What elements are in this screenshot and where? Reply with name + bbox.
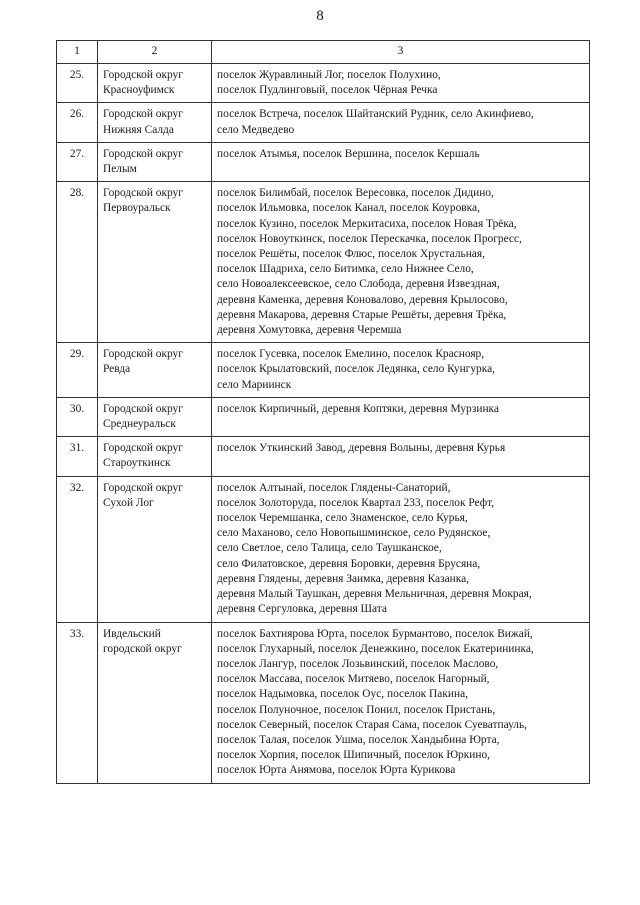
column-header-1: 1 <box>57 41 98 64</box>
settlements-list: поселок Атымья, поселок Вершина, поселок Кершаль <box>212 142 590 181</box>
table-row <box>57 103 590 142</box>
settlements-list: поселок Встреча, поселок Шайтанский Рудник, село Акинфиево, село Медведево <box>212 103 590 142</box>
row-number: 31. <box>57 437 98 476</box>
column-header-2: 2 <box>98 41 212 64</box>
okrug-name: Городской округ Нижняя Салда <box>98 103 212 142</box>
okrug-name: Городской округ Среднеуральск <box>98 397 212 436</box>
row-number: 29. <box>57 343 98 398</box>
settlements-list: поселок Бахтиярова Юрта, поселок Бурмантово, поселок Вижай, поселок Глухарный, поселок Денежкино, поселок Екатерининка, поселок Лангур, поселок Лозьвинский, поселок Маслово, поселок Массава, поселок Митяево, поселок Нагорный, поселок Надымовка, поселок Оус, поселок Пакина, поселок Полуночное, поселок Понил, поселок Пристань, поселок Северный, поселок Старая Сама, поселок Суеватпауль, поселок Талая, поселок Ушма, поселок Хандыбина Юрта, поселок Хорпия, поселок Шипичный, поселок Юркино, поселок Юрта Анямова, поселок Юрта Курикова <box>212 622 590 783</box>
row-number: 26. <box>57 103 98 142</box>
okrug-name: Городской округ Староуткинск <box>98 437 212 476</box>
row-number: 30. <box>57 397 98 436</box>
page-number: 8 <box>316 8 324 24</box>
row-number: 27. <box>57 142 98 181</box>
table-row <box>57 64 590 103</box>
row-number: 33. <box>57 622 98 783</box>
row-number: 28. <box>57 182 98 343</box>
table-row <box>57 142 590 181</box>
table-row <box>57 476 590 622</box>
okrug-name: Городской округ Ревда <box>98 343 212 398</box>
okrug-name: Городской округ Первоуральск <box>98 182 212 343</box>
table-header-row <box>57 41 590 64</box>
settlements-list: поселок Алтынай, поселок Глядены-Санаторий, поселок Золоторуда, поселок Квартал 233, поселок Рефт, поселок Черемшанка, село Знаменское, село Курья, село Маханово, село Новопышминское, село Рудянское, село Светлое, село Талица, село Таушканское, село Филатовское, деревня Боровки, деревня Брусяна, деревня Глядены, деревня Заимка, деревня Казанка, деревня Малый Таушкан, деревня Мельничная, деревня Мокрая, деревня Сергуловка, деревня Шата <box>212 476 590 622</box>
okrug-name: Городской округ Красноуфимск <box>98 64 212 103</box>
row-number: 25. <box>57 64 98 103</box>
okrug-name: Ивдельский городской округ <box>98 622 212 783</box>
settlements-list: поселок Билимбай, поселок Вересовка, поселок Дидино, поселок Ильмовка, поселок Канал, поселок Коуровка, поселок Кузино, поселок Меркитасиха, поселок Новая Трёка, поселок Новоуткинск, поселок Перескачка, поселок Прогресс, поселок Решёты, поселок Флюс, поселок Хрустальная, поселок Шадриха, село Битимка, село Нижнее Село, село Новоалексеевское, село Слобода, деревня Извездная, деревня Каменка, деревня Коновалово, деревня Крылосово, деревня Макарова, деревня Старые Решёты, деревня Трёка, деревня Хомутовка, деревня Черемша <box>212 182 590 343</box>
table-row <box>57 343 590 398</box>
settlements-list: поселок Уткинский Завод, деревня Волыны, деревня Курья <box>212 437 590 476</box>
settlements-list: поселок Гусевка, поселок Емелино, поселок Краснояр, поселок Крылатовский, поселок Ледянка, село Кунгурка, село Мариинск <box>212 343 590 398</box>
column-header-3: 3 <box>212 41 590 64</box>
table-row <box>57 622 590 783</box>
settlements-list: поселок Кирпичный, деревня Коптяки, деревня Мурзинка <box>212 397 590 436</box>
row-number: 32. <box>57 476 98 622</box>
settlements-table <box>56 40 590 784</box>
okrug-name: Городской округ Пелым <box>98 142 212 181</box>
table-row <box>57 397 590 436</box>
table-row <box>57 437 590 476</box>
okrug-name: Городской округ Сухой Лог <box>98 476 212 622</box>
table-row <box>57 182 590 343</box>
settlements-list: поселок Журавлиный Лог, поселок Полухино, поселок Пудлинговый, поселок Чёрная Речка <box>212 64 590 103</box>
